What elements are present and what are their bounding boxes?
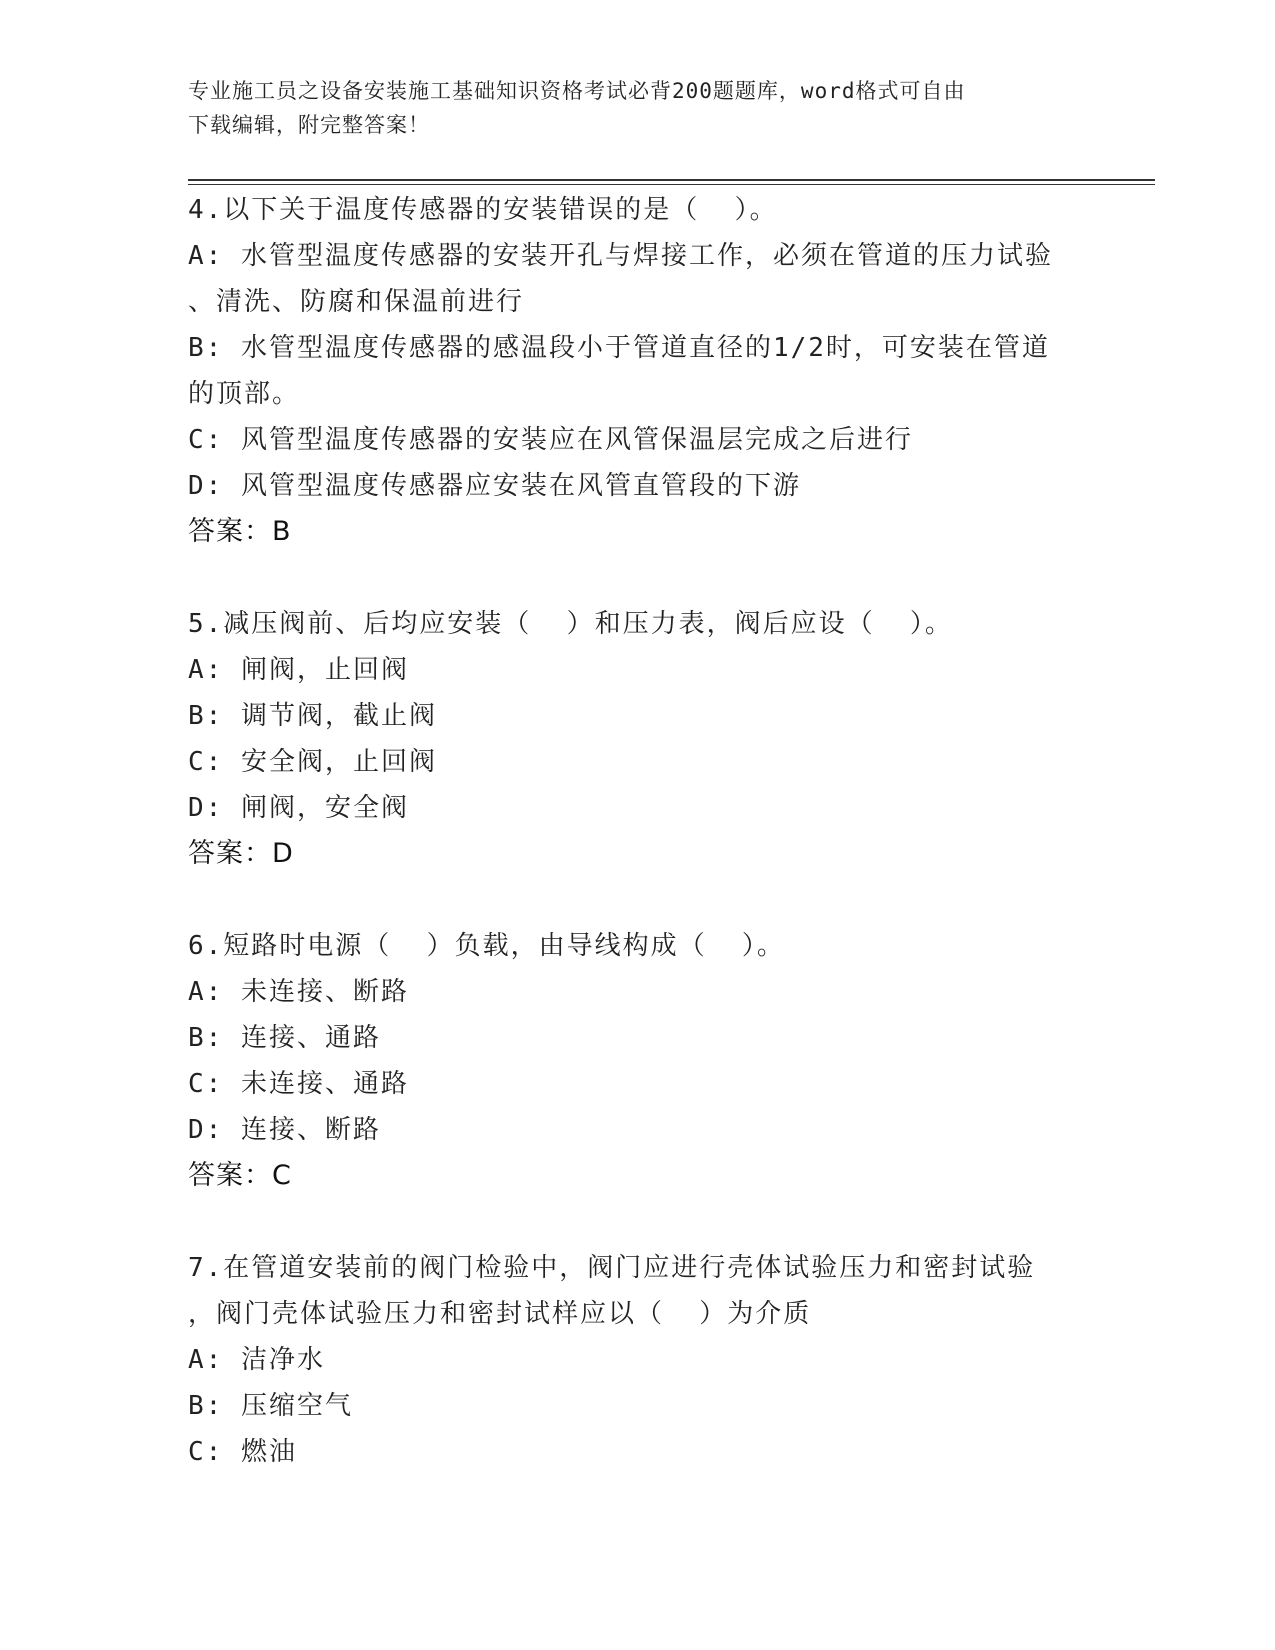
answer-label: 答案：D xyxy=(188,838,294,869)
option-b xyxy=(188,1015,785,1061)
header-divider-thick xyxy=(188,179,1155,181)
option-a xyxy=(188,1337,1035,1383)
option-c xyxy=(188,1429,1035,1475)
option-line: D: 连接、断路 xyxy=(188,1115,381,1145)
question-stem: ，阀门壳体试验压力和密封试样应以（ ）为介质 xyxy=(188,1299,812,1329)
option-d xyxy=(188,785,953,831)
question-stem: 7.在管道安装前的阀门检验中，阀门应进行壳体试验压力和密封试验 xyxy=(188,1253,1036,1283)
option-b xyxy=(188,693,953,739)
option-c xyxy=(188,1061,785,1107)
option-line: A: 水管型温度传感器的安装开孔与焊接工作，必须在管道的压力试验 xyxy=(188,241,1053,271)
option-line: C: 未连接、通路 xyxy=(188,1069,409,1099)
option-line: A: 闸阀，止回阀 xyxy=(188,655,409,685)
option-line: A: 洁净水 xyxy=(188,1345,325,1375)
option-b xyxy=(188,1383,1035,1429)
option-b xyxy=(188,325,1053,417)
header-line-1: 专业施工员之设备安装施工基础知识资格考试必背200题题库，word格式可自由 xyxy=(188,79,966,103)
question-6 xyxy=(188,923,785,1199)
answer-label: 答案：B xyxy=(188,516,292,547)
option-d xyxy=(188,1107,785,1153)
option-a xyxy=(188,233,1053,325)
option-line: B: 水管型温度传感器的感温段小于管道直径的1/2时，可安装在管道 xyxy=(188,333,1050,363)
option-line: C: 燃油 xyxy=(188,1437,297,1467)
document-header xyxy=(188,74,1088,142)
question-5 xyxy=(188,601,953,877)
question-stem: 6.短路时电源（ ）负载，由导线构成（ ）。 xyxy=(188,931,785,961)
option-line: A: 未连接、断路 xyxy=(188,977,409,1007)
option-line: B: 调节阀，截止阀 xyxy=(188,701,437,731)
answer-label: 答案：C xyxy=(188,1160,292,1191)
question-stem: 4.以下关于温度传感器的安装错误的是（ ）。 xyxy=(188,195,778,225)
header-divider-thin xyxy=(188,184,1155,185)
question-7 xyxy=(188,1245,1035,1475)
option-c xyxy=(188,739,953,785)
question-4 xyxy=(188,187,1053,555)
option-c xyxy=(188,417,1053,463)
option-line: B: 连接、通路 xyxy=(188,1023,381,1053)
option-line: D: 闸阀，安全阀 xyxy=(188,793,409,823)
option-a xyxy=(188,969,785,1015)
question-stem: 5.减压阀前、后均应安装（ ）和压力表，阀后应设（ ）。 xyxy=(188,609,953,639)
option-a xyxy=(188,647,953,693)
option-line: 的顶部。 xyxy=(188,379,301,409)
option-line: 、清洗、防腐和保温前进行 xyxy=(188,287,525,317)
option-line: B: 压缩空气 xyxy=(188,1391,353,1421)
option-d xyxy=(188,463,1053,509)
option-line: D: 风管型温度传感器应安装在风管直管段的下游 xyxy=(188,471,801,501)
header-line-2: 下载编辑，附完整答案！ xyxy=(188,113,430,137)
option-line: C: 安全阀，止回阀 xyxy=(188,747,437,777)
option-line: C: 风管型温度传感器的安装应在风管保温层完成之后进行 xyxy=(188,425,913,455)
